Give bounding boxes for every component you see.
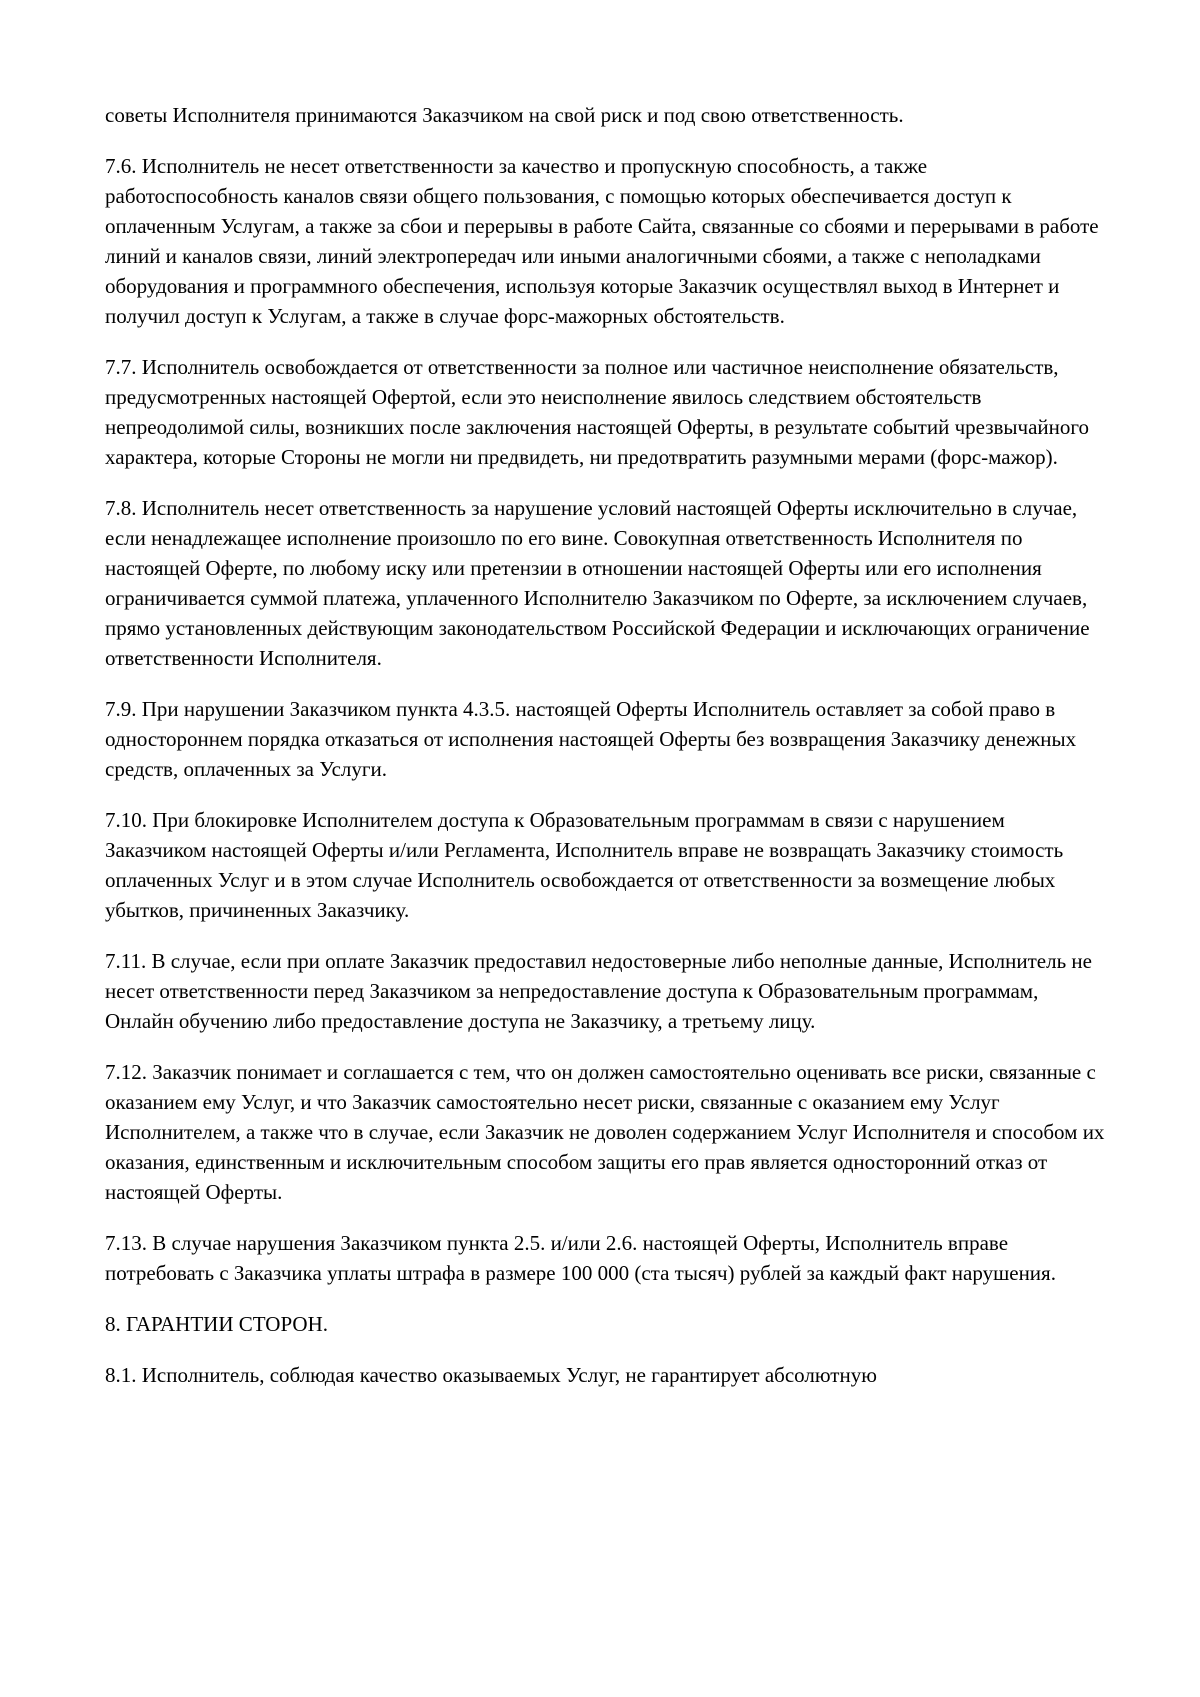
paragraph-clause-7-12: 7.12. Заказчик понимает и соглашается с тем, что он должен самостоятельно оценивать все риски, связанные с оказанием ему Услуг, и что Заказчик самостоятельно несет риски, связанные с оказанием ему Услуг Исполнителем, а также что в случае, если Заказчик не доволен содержанием Услуг Исполнителя и способом их оказания, единственным и исключительным способом защиты его прав является односторонний отказ от настоящей Оферты.	[105, 1060, 1105, 1204]
section-heading-8-garantii-storon: 8. ГАРАНТИИ СТОРОН.	[105, 1312, 328, 1336]
paragraph-clause-8-1: 8.1. Исполнитель, соблюдая качество оказываемых Услуг, не гарантирует абсолютную	[105, 1363, 877, 1387]
paragraph-clause-7-8: 7.8. Исполнитель несет ответственность за нарушение условий настоящей Оферты исключительно в случае, если ненадлежащее исполнение произошло по его вине. Совокупная ответственность Исполнителя по настоящей Оферте, по любому иску или претензии в отношении настоящей Оферты или его исполнения ограничивается суммой платежа, уплаченного Исполнителю Заказчиком по Оферте, за исключением случаев, прямо установленных действующим законодательством Российской Федерации и исключающих ограничение ответственности Исполнителя.	[105, 496, 1090, 670]
paragraph-clause-7-6: 7.6. Исполнитель не несет ответственности за качество и пропускную способность, а также работоспособность каналов связи общего пользования, с помощью которых обеспечивается доступ к оплаченным Услугам, а также за сбои и перерывы в работе Сайта, связанные со сбоями и перерывами в работе линий и каналов связи, линий электропередач или иными аналогичными сбоями, а также с неполадками оборудования и программного обеспечения, используя которые Заказчик осуществлял выход в Интернет и получил доступ к Услугам, а также в случае форс-мажорных обстоятельств.	[105, 154, 1099, 328]
paragraph-7-5-continuation: советы Исполнителя принимаются Заказчиком на свой риск и под свою ответственность.	[105, 103, 904, 127]
paragraph-clause-7-7: 7.7. Исполнитель освобождается от ответственности за полное или частичное неисполнение обязательств, предусмотренных настоящей Офертой, если это неисполнение явилось следствием обстоятельств непреодолимой силы, возникших после заключения настоящей Оферты, в результате событий чрезвычайного характера, которые Стороны не могли ни предвидеть, ни предотвратить разумными мерами (форс-мажор).	[105, 355, 1089, 469]
paragraph-clause-7-11: 7.11. В случае, если при оплате Заказчик предоставил недостоверные либо неполные данные, Исполнитель не несет ответственности перед Заказчиком за непредоставление доступа к Образовательным программам, Онлайн обучению либо предоставление доступа не Заказчику, а третьему лицу.	[105, 949, 1092, 1033]
paragraph-clause-7-10: 7.10. При блокировке Исполнителем доступа к Образовательным программам в связи с нарушением Заказчиком настоящей Оферты и/или Регламента, Исполнитель вправе не возвращать Заказчику стоимость оплаченных Услуг и в этом случае Исполнитель освобождается от ответственности за возмещение любых убытков, причиненных Заказчику.	[105, 808, 1064, 922]
paragraph-clause-7-13: 7.13. В случае нарушения Заказчиком пункта 2.5. и/или 2.6. настоящей Оферты, Исполнитель вправе потребовать с Заказчика уплаты штрафа в размере 100 000 (ста тысяч) рублей за каждый факт нарушения.	[105, 1231, 1056, 1285]
paragraph-clause-7-9: 7.9. При нарушении Заказчиком пункта 4.3.5. настоящей Оферты Исполнитель оставляет за собой право в одностороннем порядка отказаться от исполнения настоящей Оферты без возвращения Заказчику денежных средств, оплаченных за Услуги.	[105, 697, 1077, 781]
